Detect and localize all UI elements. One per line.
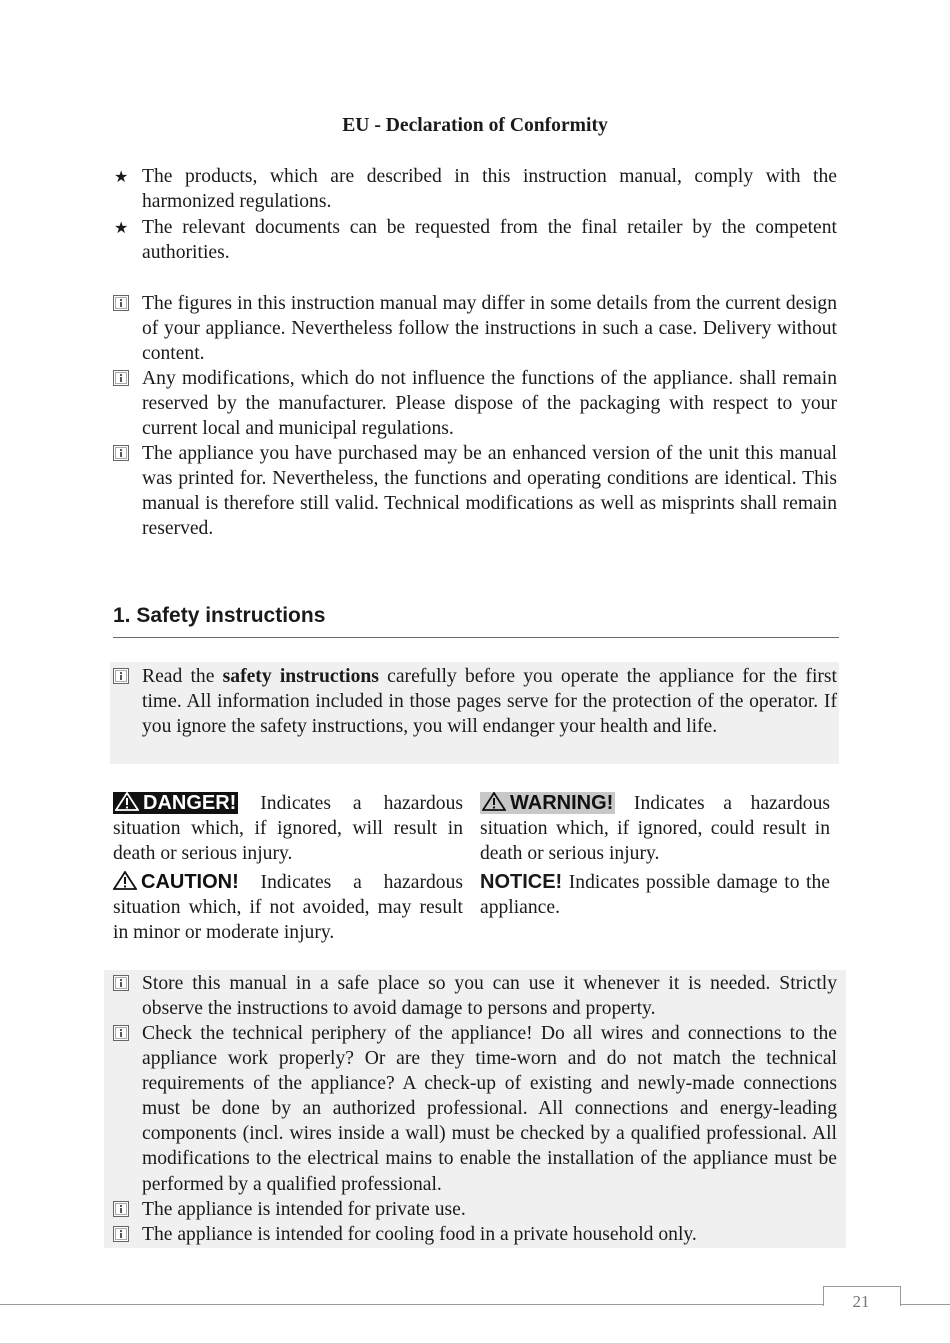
info-icon: [113, 975, 129, 991]
warning-label: WARNING!: [480, 792, 615, 814]
list-item: [113, 441, 837, 541]
section-divider: [113, 637, 839, 638]
warning-triangle-icon: [115, 792, 139, 811]
safety-note-text: The appliance is intended for cooling food in a private household only.: [142, 1224, 697, 1245]
list-item: [113, 215, 837, 265]
page-number: 21: [852, 1292, 870, 1311]
footer-rule: [0, 1304, 950, 1305]
safety-intro-text: Read the safety instructions carefully before you operate the appliance for the first time. All information included in those pages serve for the protection of the operator. If you ignore the safety instructions, you will endanger your health and life.: [142, 666, 837, 738]
note-text: The appliance you have purchased may be an enhanced version of the unit this manual was printed for. Nevertheless, the functions and operating conditions are identical. This manual is therefore still valid. Technical modifications as well as misprints shall remain reserved.: [142, 443, 837, 540]
info-icon: [113, 1226, 129, 1242]
info-icon: [113, 1201, 129, 1217]
notice-label: NOTICE!: [480, 871, 563, 893]
list-item: [113, 1197, 837, 1222]
warning-triangle-icon: [113, 871, 137, 890]
list-item: [113, 291, 837, 366]
info-icon: [113, 1025, 129, 1041]
section-title: 1. Safety instructions: [113, 604, 326, 627]
info-icon: [113, 295, 129, 311]
info-icon: [113, 445, 129, 461]
list-item: [113, 971, 837, 1021]
safety-note-text: Check the technical periphery of the appliance! Do all wires and connections to the appliance work properly? Or are they time-worn and do not match the technical requirements of the appliance? A check-up of existing and newly-made connections must be done by an authorized professional. All connections and energy-leading components (incl. wires inside a wall) must be checked by a qualified professional. All modifications to the electrical mains to enable the installation of the appliance must be performed by a qualified professional.: [142, 1023, 837, 1195]
conformity-text: The products, which are described in this instruction manual, comply with the harmonized regulations.: [142, 166, 837, 213]
warning-triangle-icon: [482, 792, 506, 811]
note-text: The figures in this instruction manual may differ in some details from the current design of your appliance. Nevertheless follow the instructions in such a case. Delivery without content.: [142, 293, 837, 365]
page-title: EU - Declaration of Conformity: [342, 115, 608, 136]
caution-definition: CAUTION! Indicates a hazardous situation which, if not avoided, may result in minor or moderate injury.: [113, 871, 463, 944]
notice-definition: NOTICE! Indicates possible damage to the appliance.: [480, 871, 830, 919]
safety-note-text: Store this manual in a safe place so you can use it whenever it is needed. Strictly observe the instructions to avoid damage to persons and property.: [142, 973, 837, 1020]
list-item: [113, 366, 837, 441]
list-item: [113, 664, 837, 739]
safety-note-text: The appliance is intended for private use.: [142, 1199, 466, 1220]
info-icon: [113, 668, 129, 684]
info-icon: [113, 370, 129, 386]
safety-instructions-bold: safety instructions: [222, 666, 379, 687]
note-text: Any modifications, which do not influence the functions of the appliance. shall remain reserved by the manufacturer. Please dispose of the packaging with respect to your current local and municipal regulations.: [142, 368, 837, 440]
star-icon: ★: [114, 167, 129, 186]
danger-definition: DANGER! Indicates a hazardous situation which, if ignored, will result in death or serious injury.: [113, 792, 463, 865]
danger-label: DANGER!: [113, 792, 238, 814]
caution-label: CAUTION!: [113, 871, 239, 893]
warning-definition: WARNING! Indicates a hazardous situation which, if ignored, could result in death or serious injury.: [480, 792, 830, 865]
list-item: [113, 1021, 837, 1197]
conformity-text: The relevant documents can be requested from the final retailer by the competent authorities.: [142, 217, 837, 264]
star-icon: ★: [114, 218, 129, 237]
list-item: [113, 164, 837, 214]
list-item: [113, 1222, 837, 1247]
